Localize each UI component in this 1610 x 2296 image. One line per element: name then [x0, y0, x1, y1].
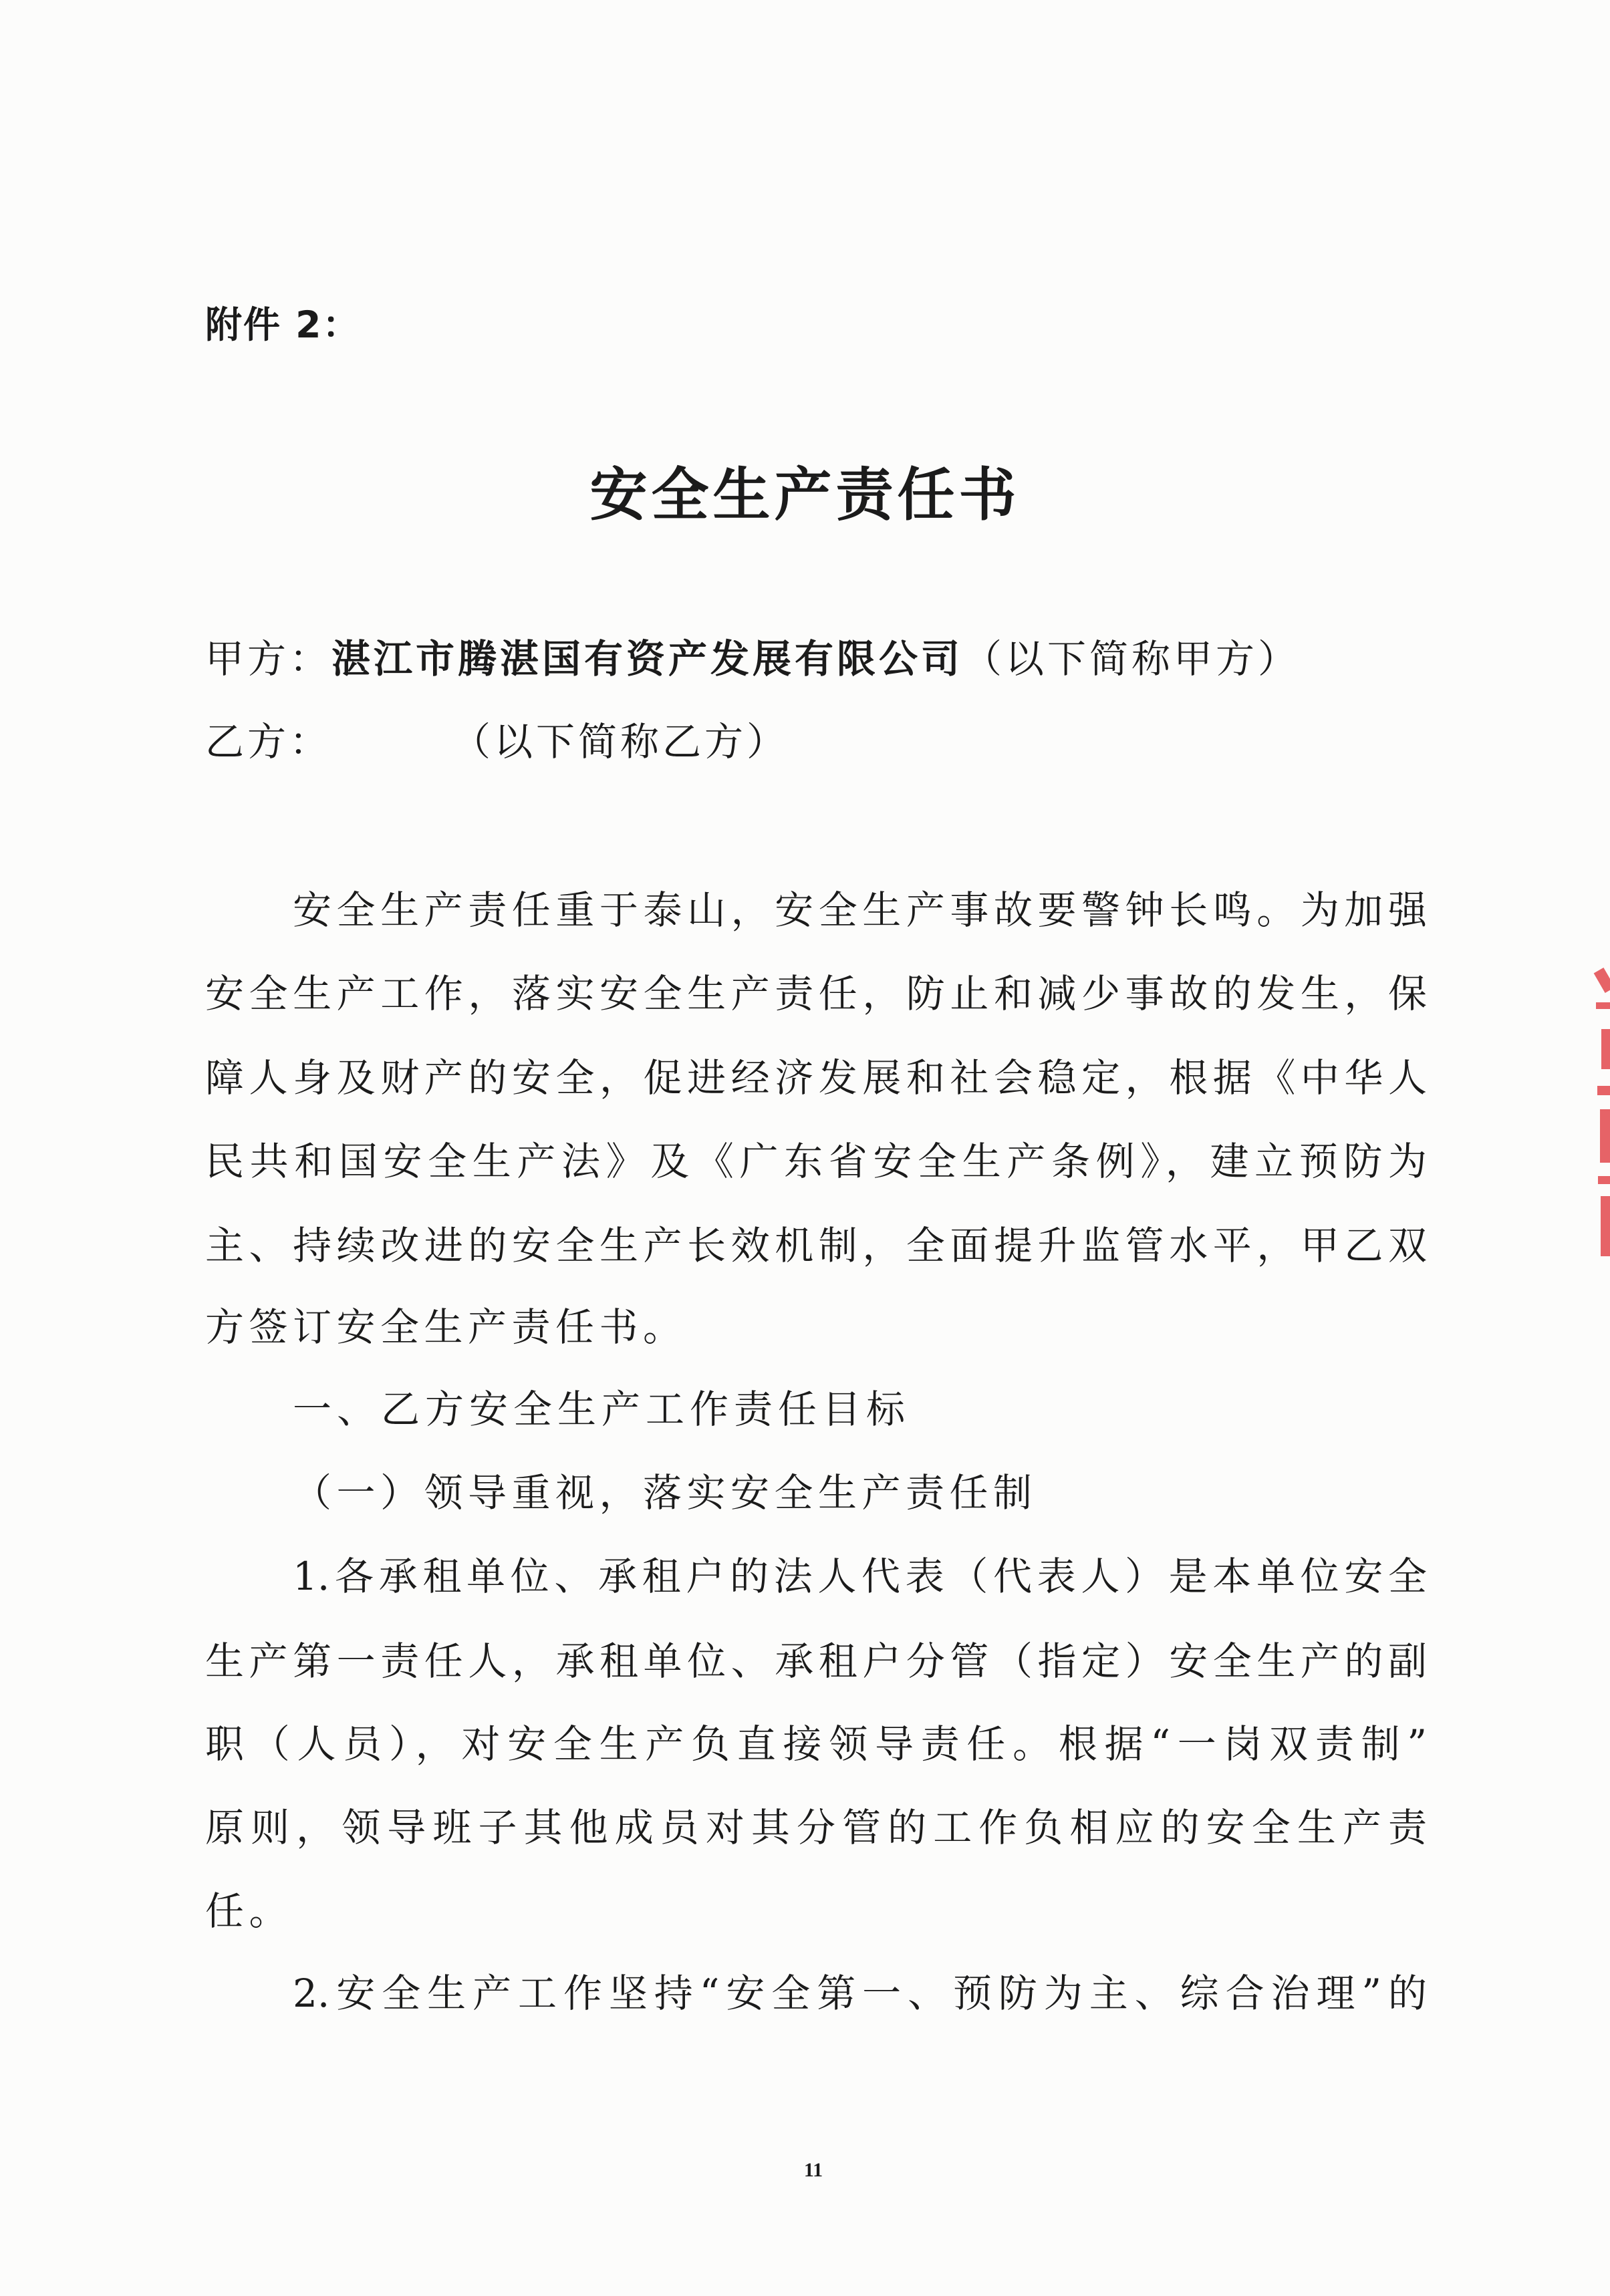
party-a-note: （以下简称甲方） [963, 636, 1301, 682]
party-a-name: 湛江市腾湛国有资产发展有限公司 [331, 636, 964, 682]
party-a-label: 甲方： [205, 636, 332, 682]
intro-line: 安全生产责任重于泰山，安全生产事故要警钟长鸣。为加强 [293, 887, 1427, 933]
item-2-line: 2.安全生产工作坚持“安全第一、预防为主、综合治理”的 [293, 1971, 1427, 2016]
document-title: 安全生产责任书 [589, 461, 1021, 529]
item-1-line: 原则，领导班子其他成员对其分管的工作负相应的安全生产责 [205, 1805, 1427, 1850]
section-heading: 一、乙方安全生产工作责任目标 [293, 1387, 911, 1432]
item-1-line: 职（人员），对安全生产负直接领导责任。根据“一岗双责制” [205, 1721, 1427, 1767]
attachment-label: 附件 2： [205, 303, 361, 346]
intro-line: 民共和国安全生产法》及《广东省安全生产条例》，建立预防为 [205, 1139, 1427, 1184]
party-b-label: 乙方： [205, 719, 332, 764]
party-b-note: （以下简称乙方） [452, 719, 789, 764]
party-a-line [205, 617, 1300, 701]
subsection-heading: （一）领导重视，落实安全生产责任制 [293, 1470, 1037, 1516]
page-number: 11 [803, 2159, 823, 2181]
intro-line: 方签订安全生产责任书。 [205, 1304, 687, 1350]
intro-line: 障人身及财产的安全，促进经济发展和社会稳定，根据《中华人 [205, 1055, 1427, 1101]
item-1-line: 1.各承租单位、承租户的法人代表（代表人）是本单位安全 [293, 1554, 1427, 1599]
intro-line: 主、持续改进的安全生产长效机制，全面提升监管水平，甲乙双 [205, 1223, 1427, 1268]
intro-line: 安全生产工作，落实安全生产责任，防止和减少事故的发生，保 [205, 971, 1427, 1016]
item-1-line: 任。 [205, 1888, 293, 1934]
item-1-line: 生产第一责任人，承租单位、承租户分管（指定）安全生产的副 [205, 1638, 1427, 1684]
